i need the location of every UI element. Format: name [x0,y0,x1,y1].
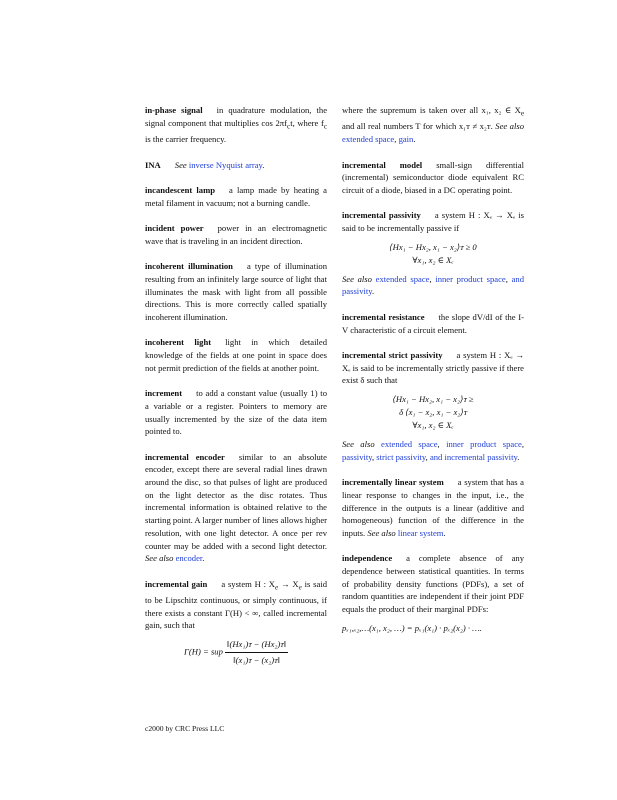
headword: in-phase signal [145,105,203,115]
link-extended-space[interactable]: extended space [375,273,430,284]
entry-supremum-continuation: where the supremum is taken over all x₁, x₂ ∈ $X_e$ and all real numbers T for which x₁ᴛ ≠ x₂ᴛ. See also extended space, gain. [342,105,525,145]
definition-cont: → X [281,578,299,589]
link-incremental-passivity[interactable]: and incremental passivity [429,451,518,462]
headword: incident power [145,223,204,233]
definition: the slope dV/dI of the I-V characteristic of a circuit element. [342,311,524,335]
definition: in quadrature modulation, the signal component that multiplies cos 2πf [145,105,328,128]
see-also-label: See also [342,273,372,284]
entry-incoherent-illumination [145,260,327,324]
link-inverse-nyquist-array[interactable]: inverse Nyquist array [188,159,263,170]
equation-numerator: ‖(Hx₁)ᴛ − (Hx₂)ᴛ‖ [225,638,288,653]
subscript: c [323,122,327,131]
text-cont: and all real numbers T for which x₁ᴛ ≠ x₂ᴛ. [342,121,493,132]
equation-incremental-gain [145,638,327,667]
equation-line: ⟨Hx₁ − Hx₂, x₁ − x₂⟩ᴛ ≥ [392,394,474,405]
equation-line: ∀x₁, x₂ ∈ Xₑ [412,420,454,431]
see-also-label: See also [145,553,174,564]
entry-incremental-encoder: incremental encoder similar to an absolute encoder, except there are several radial lines drawn around the disc, so that pulses of light are produced on the light detector as the disc rotates. Thus incremental information is obtained relative to the starting point. A larger number of lines allows higher resolution, with one light detector. A once per rev counter may be added with a second light detector. See also encoder. [145,451,328,564]
headword: independence [342,553,393,564]
headword: incremental model [342,159,423,170]
equation-lhs: Γ(H) = sup [184,646,223,657]
headword: incremental passivity [342,210,421,221]
link-extended-space[interactable]: extended space [342,134,395,145]
entry-incremental-strict-passivity [342,349,524,387]
definition: small-sign differential (incremental) semiconductor diode equivalent RC circuit of a diode, biased in a DC operating point. [342,159,524,195]
link-passivity[interactable]: passivity [342,451,372,462]
definition: light in which detailed knowledge of the fields at one point in space does not permit prediction of the fields at another point. [145,337,327,373]
subscript: e [520,109,524,118]
equation-line: δ ⟨x₁ − x₂, x₁ − x₂⟩ᴛ [399,407,467,418]
equation-line: ⟨Hx₁ − Hx₂, x₁ − x₂⟩ᴛ ≥ 0 [389,241,477,252]
equation-strict-passivity [342,393,524,432]
headword: incremental encoder [145,451,225,462]
entry-increment [145,387,327,438]
definition-cont: is the carrier frequency. [145,134,227,145]
definition: a type of illumination resulting from an infinitely large source of light that illuminates the mask with light from all possible directions. This is more correctly called spatially incoherent illumination. [145,261,327,322]
left-column [145,104,327,673]
definition: a complete absence of any dependence between statistical quantities. In terms of probability density functions (PDFs), a set of random quantities are independent if their joint PDF equals the product of their marginal PDFs: [342,553,524,615]
equation-independence [342,622,524,635]
right-column [342,104,524,641]
entry-incident-power [145,222,327,247]
headword: increment [145,388,183,399]
link-inner-product-space[interactable]: inner product space [446,439,522,450]
entry-strict-see-also: See also extended space, inner product space, passivity, strict passivity, and incremental passivity. [342,439,524,462]
link-extended-space[interactable]: extended space [381,439,438,450]
equation-fraction [225,638,288,667]
subscript: c [287,122,291,131]
equation-denominator: ‖(x₁)ᴛ − (x₂)ᴛ‖ [233,655,280,666]
subscript: e [275,583,279,592]
entry-independence [342,552,524,616]
headword: incoherent light [145,337,212,348]
definition: a system H : Xₑ → Xₑ is said to be incrementally strictly passive if there exist δ such that [342,349,524,386]
equation-line: pₓ₁,ₓ₂,…(x₁, x₂, …) = pₓ₁(x₁) · pₓ₂(x₂) · …. [342,622,482,633]
text: where the supremum is taken over all x₁, x₂ ∈ X [342,105,521,115]
equation-line: ∀x₁, x₂ ∈ Xₑ [412,254,454,265]
subscript: e [298,583,302,592]
entry-incremental-passivity [342,209,524,234]
link-encoder[interactable]: encoder [175,553,203,564]
definition: a system H : Xₑ → Xₑ is said to be incrementally passive if [342,210,524,234]
entry-ina: INA See inverse Nyquist array. [145,159,265,170]
link-inner-product-space[interactable]: inner product space [435,273,506,284]
entry-passivity-see-also: See also extended space, inner product space, and passivity. [342,273,525,297]
link-strict-passivity[interactable]: strict passivity [376,451,426,462]
entry-incremental-resistance [342,311,524,336]
headword: INA [145,159,161,170]
entry-incandescent-lamp [145,184,327,209]
copyright-footer: c2000 by CRC Press LLC [145,724,225,733]
definition: a lamp made by heating a metal filament in vacuum; not a burning candle. [145,184,327,208]
see-also-label: See also [342,439,375,450]
definition: similar to an absolute encoder, except there are several radial lines drawn around the disc, so that pulses of light are produced on the light detector as the disc rotates. Thus incremental information is obtained relative to the starting point. A larger number of lines allows higher resolution, with one light detector. A once per rev counter may be added with a second light detector. [145,451,328,551]
entry-in-phase-signal [145,104,327,146]
definition: a system H : X [221,578,276,589]
definition-cont: t, where f [290,117,324,128]
headword: incremental strict passivity [342,349,443,360]
link-gain[interactable]: gain [398,134,414,145]
entry-incrementally-linear-system: incrementally linear system a system that has a linear response to changes in the input, i.e., the difference in the outputs is a linear (additive and homogeneous) function of the difference in the inputs. See also linear system. [342,477,524,538]
definition: a system that has a linear response to changes in the input, i.e., the difference in the outputs is a linear (additive and homogeneous) function of the difference in the inputs. [342,477,524,538]
see-label: See [174,159,187,170]
entry-incremental-model [342,159,524,197]
see-also-label: See also [367,527,396,538]
headword: incandescent lamp [145,184,216,195]
entry-incremental-gain [145,578,327,633]
see-also-label: See also [495,121,525,132]
definition-cont: is said to be Lipschitz continuous, or simply continuous, if there exists a constant Γ(H) < ∞, called incremental gain, such that [145,578,327,631]
definition: power in an electromagnetic wave that is traveling in an incident direction. [145,223,328,246]
definition: to add a constant value (usually 1) to a variable or a register. Pointers to memory are usually incremented by the size of the data item pointed to. [145,388,327,437]
entry-incoherent-light [145,336,327,374]
headword: incremental resistance [342,311,425,322]
link-linear-system[interactable]: linear system [397,527,444,538]
headword: incrementally linear system [342,477,444,488]
link-passivity[interactable]: and passivity [342,273,525,297]
headword: incremental gain [145,578,208,589]
headword: incoherent illumination [145,261,233,272]
equation-passivity [342,241,524,267]
